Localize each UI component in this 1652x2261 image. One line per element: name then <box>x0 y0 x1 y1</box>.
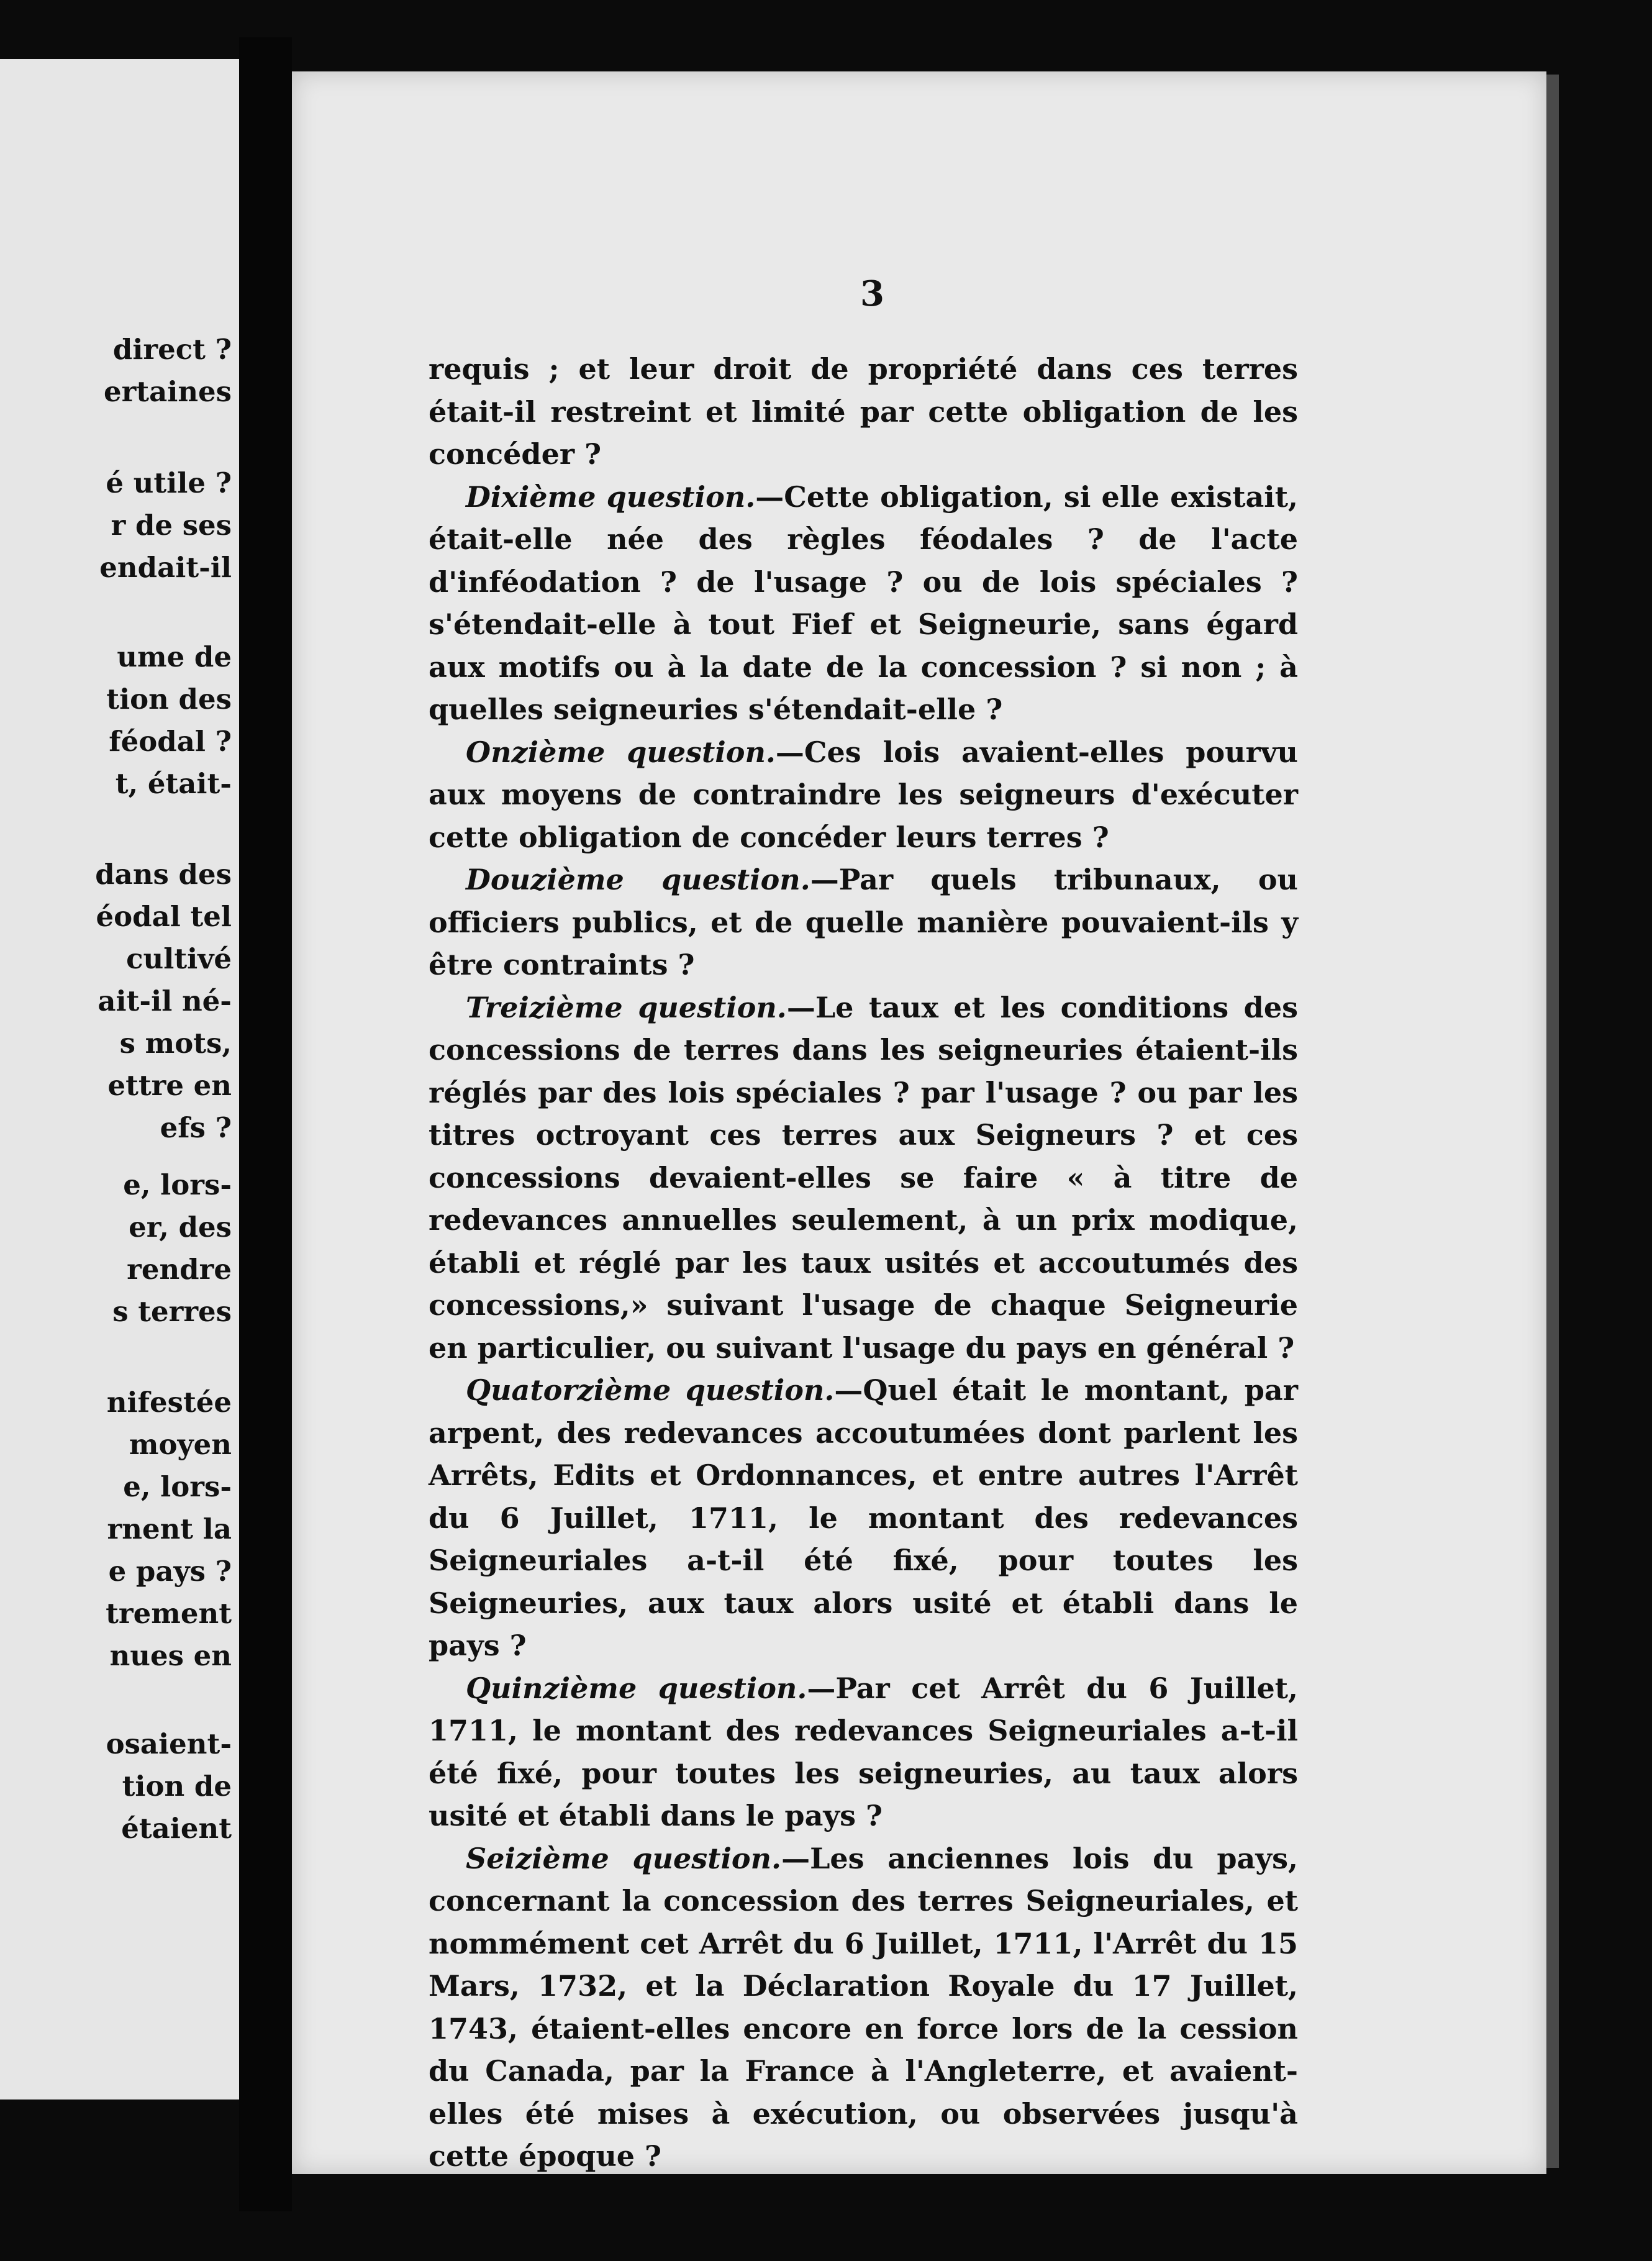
question-label: Quinzième question. <box>466 1671 807 1705</box>
paragraph-question-11 <box>429 731 1298 859</box>
page-edge <box>1546 75 1559 2168</box>
question-label: Onzième question. <box>466 735 776 769</box>
paragraph-text: —Ces lois avaient-elles pourvu aux moyens de contraindre les seigneurs d'exécuter cette obligation de concéder leurs terres ? <box>429 735 1298 854</box>
left-page-fragment: féodal ? <box>109 725 232 758</box>
left-page-fragment: rnent la <box>107 1513 232 1545</box>
left-page-fragment: er, des <box>129 1211 232 1244</box>
left-page-fragment: moyen <box>129 1428 232 1461</box>
left-page-fragment: e, lors- <box>123 1168 232 1201</box>
paragraph-question-12 <box>429 858 1298 986</box>
page-number: 3 <box>860 273 884 314</box>
question-label: Quatorzième question. <box>466 1373 835 1407</box>
paragraph-question-10 <box>429 476 1298 731</box>
paragraph-text: —Par quels tribunaux, ou officiers publics, et de quelle manière pouvaient-ils y être contraints ? <box>429 863 1298 981</box>
left-page-fragment: é utile ? <box>106 466 232 499</box>
paragraph-text: requis ; et leur droit de propriété dans ces terres était-il restreint et limité par cette obligation de les concéder ? <box>429 352 1298 471</box>
left-page-fragment: tion des <box>106 683 232 716</box>
left-page-fragment: t, était- <box>115 767 232 800</box>
paragraph-text: —Par cet Arrêt du 6 Juillet, 1711, le montant des redevances Seigneuriales a-t-il été fixé, pour toutes les seigneuries, au taux alors usité et établi dans le pays ? <box>429 1671 1299 1832</box>
page-body <box>429 348 1298 2178</box>
paragraph-question-14 <box>429 1369 1298 1667</box>
left-page-fragment: efs ? <box>160 1111 232 1144</box>
question-label: Treizième question. <box>466 990 787 1024</box>
paragraph-question-16 <box>429 1837 1298 2178</box>
left-page-fragment: e, lors- <box>123 1470 232 1503</box>
paragraph-question-15 <box>429 1667 1298 1837</box>
paragraph-continuation <box>429 348 1298 476</box>
left-page-fragment: étaient <box>121 1812 232 1845</box>
left-page-fragment: nifestée <box>106 1386 232 1419</box>
left-page-fragment: ettre en <box>107 1069 232 1102</box>
left-facing-page <box>0 59 239 2100</box>
left-page-fragment: dans des <box>95 858 232 891</box>
left-page-fragment: osaient- <box>106 1727 232 1760</box>
left-page-fragment: endait-il <box>99 551 232 584</box>
left-page-fragment: s mots, <box>119 1027 232 1060</box>
left-page-fragment: éodal tel <box>96 900 232 933</box>
left-page-fragment: rendre <box>127 1253 232 1286</box>
question-label: Douzième question. <box>466 863 810 896</box>
left-page-fragment: ertaines <box>103 375 232 408</box>
left-page-fragment: ait-il né- <box>98 985 232 1017</box>
paragraph-text: —Le taux et les conditions des concessions de terres dans les seigneuries étaient-ils réglés par des lois spéciales ? par l'usage ? ou par les titres octroyant ces terres aux Seigneurs ? et ces concessions devaient-elles se faire « à titre de redevances annuelles seulement, à un prix modique, établi et réglé par les taux usités et accoutumés des concessions,» suivant l'usage de chaque Seigneurie en particulier, ou suivant l'usage du pays en général ? <box>429 990 1298 1365</box>
paragraph-text: —Cette obligation, si elle existait, était-elle née des règles féodales ? de l'acte d'inféodation ? de l'usage ? ou de lois spéciales ? s'étendait-elle à tout Fief et Seigneurie, sans égard aux motifs ou à la date de la concession ? si non ; à quelles seigneuries s'étendait-elle ? <box>429 480 1298 726</box>
left-page-fragment: direct ? <box>112 333 232 366</box>
left-page-fragment: e pays ? <box>108 1555 232 1588</box>
left-page-fragment: ume de <box>117 640 232 673</box>
left-page-fragment: r de ses <box>111 509 232 542</box>
paragraph-text: —Les anciennes lois du pays, concernant la concession des terres Seigneuriales, et nommément cet Arrêt du 6 Juillet, 1711, l'Arrêt du 15 Mars, 1732, et la Déclaration Royale du 17 Juillet, 1743, étaient-elles encore en force lors de la cession du Canada, par la France à l'Angleterre, et avaient-elles été mises à exécution, ou observées jusqu'à cette époque ? <box>429 1841 1298 2173</box>
question-label: Seizième question. <box>466 1841 782 1875</box>
left-page-fragment: nues en <box>109 1639 232 1672</box>
paragraph-question-13 <box>429 986 1298 1370</box>
left-page-fragment: tion de <box>122 1770 232 1803</box>
left-page-fragment: trement <box>106 1597 232 1630</box>
left-page-fragment: s terres <box>112 1295 232 1328</box>
paragraph-text: —Quel était le montant, par arpent, des redevances accoutumées dont parlent les Arrêts, Edits et Ordonnances, et entre autres l'Arrêt du 6 Juillet, 1711, le montant des redevances Seigneuriales a-t-il été fixé, pour toutes les Seigneuries, aux taux alors usité et établi dans le pays ? <box>429 1373 1298 1662</box>
question-label: Dixième question. <box>466 480 756 514</box>
book-gutter <box>239 37 292 2211</box>
left-page-fragment: cultivé <box>126 942 232 975</box>
